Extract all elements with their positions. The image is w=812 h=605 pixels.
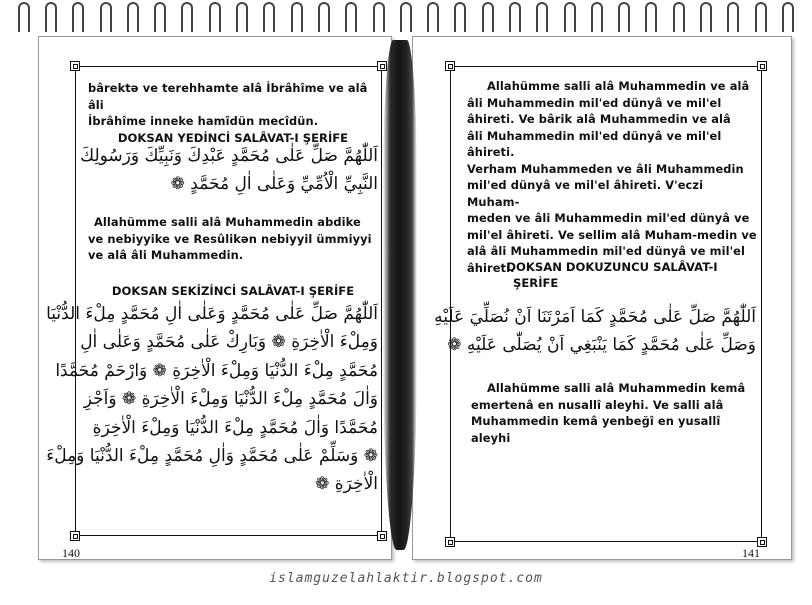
ornament-corner-icon (70, 531, 80, 541)
text-line: Allahümme salli alâ Muhammedin kemâ (487, 381, 746, 395)
arabic-line: اَللّٰهُمَّ صَلِّ عَلٰى مُحَمَّدٍ وَعَلٰى اٰلِ مُحَمَّدٍ مِلْءَ الدُّنْيَا (46, 304, 378, 324)
text-line: emertenâ en nusallî aleyhi. Ve salli alâ (471, 397, 724, 412)
arabic-line: وَاٰلَ مُحَمَّدٍ مِلْءَ الدُّنْيَا وَمِلْءَ الْاٰخِرَةِ ❁ وَاَجْزِ (83, 389, 378, 410)
text-line: âhireti. (467, 260, 515, 275)
spiral-ring-icon (373, 2, 385, 32)
spiral-ring-icon (700, 2, 712, 32)
spiral-ring-icon (18, 2, 30, 32)
text-line: âhireti. Ve bârik alâ Muhammedin ve alâ (467, 112, 731, 126)
arabic-line: ❁ وَسَلِّمْ عَلٰى مُحَمَّدٍ وَاٰلِ مُحَمَّدٍ مِلْءَ الدُّنْيَا وَمِلْءَ (46, 446, 378, 467)
spiral-ring-icon (318, 2, 330, 32)
arabic-line: مُحَمَّدًا وَاٰلَ مُحَمَّدٍ مِلْءَ الدُّنْيَا وَمِلْءَ الْاٰخِرَةِ (92, 417, 378, 438)
arabic-text-98 (46, 300, 378, 499)
arabic-line: وَمِلْءَ الْاٰخِرَةِ ❁ وَبَارِكْ عَلٰى مُحَمَّدٍ وَعَلٰى اٰلِ (80, 332, 378, 353)
text-line: İbrâhîme inneke hamîdün mecîdün. (88, 114, 319, 128)
ornament-corner-icon (757, 61, 767, 71)
arabic-line: اَللّٰهُمَّ صَلِّ عَلٰى مُحَمَّدٍ كَمَا اَمَرْتَنَا اَنْ نُصَلِّيَ عَلَيْهِ (434, 307, 756, 327)
heading-98: DOKSAN SEKİZİNCİ SALÂVAT-I ŞERİFE (111, 284, 355, 298)
text-line: ve nebiyyike ve Resûlikən nebiyyil ümmiyyi (88, 231, 372, 246)
translit-right (467, 78, 757, 276)
spiral-ring-icon (154, 2, 166, 32)
spiral-ring-icon (482, 2, 494, 32)
spiral-binding (0, 2, 812, 38)
spiral-ring-icon (782, 2, 794, 32)
spiral-ring-icon (727, 2, 739, 32)
spiral-ring-icon (181, 2, 193, 32)
arabic-line: مُحَمَّدٍ مِلْءَ الدُّنْيَا وَمِلْءَ الْاٰخِرَةِ ❁ وَارْحَمْ مُحَمَّدًا (55, 360, 378, 381)
translit-97 (88, 214, 384, 264)
translit-99 (467, 380, 757, 446)
text-line: bârektə ve terehhamte alâ İbrâhîme ve alâ âli (88, 81, 368, 112)
ornament-corner-icon (377, 61, 387, 71)
text-line: meden ve âli Muhammedin mil'ed dünyâ ve (467, 211, 750, 225)
spiral-ring-icon (45, 2, 57, 32)
text-line: Muhammedin kemâ yenbeğî en yusallî aleyhi (471, 414, 721, 445)
spiral-ring-icon (127, 2, 139, 32)
text-line: alâ âli Muhammedin mil'ed dünyâ ve mil'el (467, 244, 746, 258)
arabic-line: اَللّٰهُمَّ صَلِّ عَلٰى مُحَمَّدٍ عَبْدِكَ وَنَبِيِّكَ وَرَسُولِكَ (80, 146, 378, 166)
spiral-ring-icon (755, 2, 767, 32)
arabic-line: الْاٰخِرَةِ ❁ (315, 474, 378, 495)
ornament-corner-icon (377, 531, 387, 541)
ornament-corner-icon (445, 61, 455, 71)
spiral-ring-icon (236, 2, 248, 32)
heading-line: ŞERİFE (513, 276, 559, 290)
text-line: mil'ed dünyâ ve mil'el âhireti. V'eczi Muham- (467, 178, 704, 209)
heading-97: DOKSAN YEDİNCİ SALÂVAT-I ŞERİFE (117, 131, 349, 145)
spiral-ring-icon (673, 2, 685, 32)
blog-watermark: islamguzelahlaktir.blogspot.com (269, 571, 543, 586)
heading-99 (467, 259, 757, 291)
text-line: âli Muhammedin mil'ed dünyâ ve mil'el âhireti. (467, 128, 722, 159)
arabic-text-99 (434, 303, 756, 360)
spiral-ring-icon (427, 2, 439, 32)
spiral-ring-icon (591, 2, 603, 32)
spiral-ring-icon (345, 2, 357, 32)
text-line: mil'el âhireti. Ve sellim alâ Muham-medin ve (467, 227, 757, 242)
ornament-corner-icon (445, 537, 455, 547)
book-gutter (383, 40, 417, 550)
spiral-ring-icon (454, 2, 466, 32)
spiral-ring-icon (209, 2, 221, 32)
arabic-line: النَّبِيِّ الْاُمِّيِّ وَعَلٰى اٰلِ مُحَمَّدٍ ❁ (170, 174, 378, 195)
ornament-corner-icon (70, 61, 80, 71)
heading-line: DOKSAN DOKUZUNCU SALÂVAT-I (506, 260, 718, 274)
page-number-left: 140 (62, 546, 80, 560)
text-line: âli Muhammedin mil'ed dünyâ ve mil'el (467, 95, 722, 110)
spiral-ring-icon (100, 2, 112, 32)
spiral-ring-icon (72, 2, 84, 32)
text-line: Allahümme salli alâ Muhammedin abdike (94, 215, 361, 229)
intro-text (88, 80, 378, 130)
text-line: Verham Muhammeden ve âli Muhammedin (467, 161, 744, 176)
spiral-ring-icon (509, 2, 521, 32)
text-line: ve alâ âli Muhammedin. (88, 248, 244, 262)
spiral-ring-icon (400, 2, 412, 32)
spiral-ring-icon (263, 2, 275, 32)
arabic-text-97 (80, 142, 378, 199)
spiral-ring-icon (291, 2, 303, 32)
arabic-line: وَصَلِّ عَلٰى مُحَمَّدٍ كَمَا يَنْبَغِي اَنْ يُصَلّٰى عَلَيْهِ ❁ (447, 335, 756, 356)
spiral-ring-icon (536, 2, 548, 32)
spiral-ring-icon (564, 2, 576, 32)
spiral-ring-icon (618, 2, 630, 32)
text-line: Allahümme salli alâ Muhammedin ve alâ (487, 79, 750, 93)
spiral-ring-icon (645, 2, 657, 32)
page-number-right: 141 (742, 546, 760, 560)
